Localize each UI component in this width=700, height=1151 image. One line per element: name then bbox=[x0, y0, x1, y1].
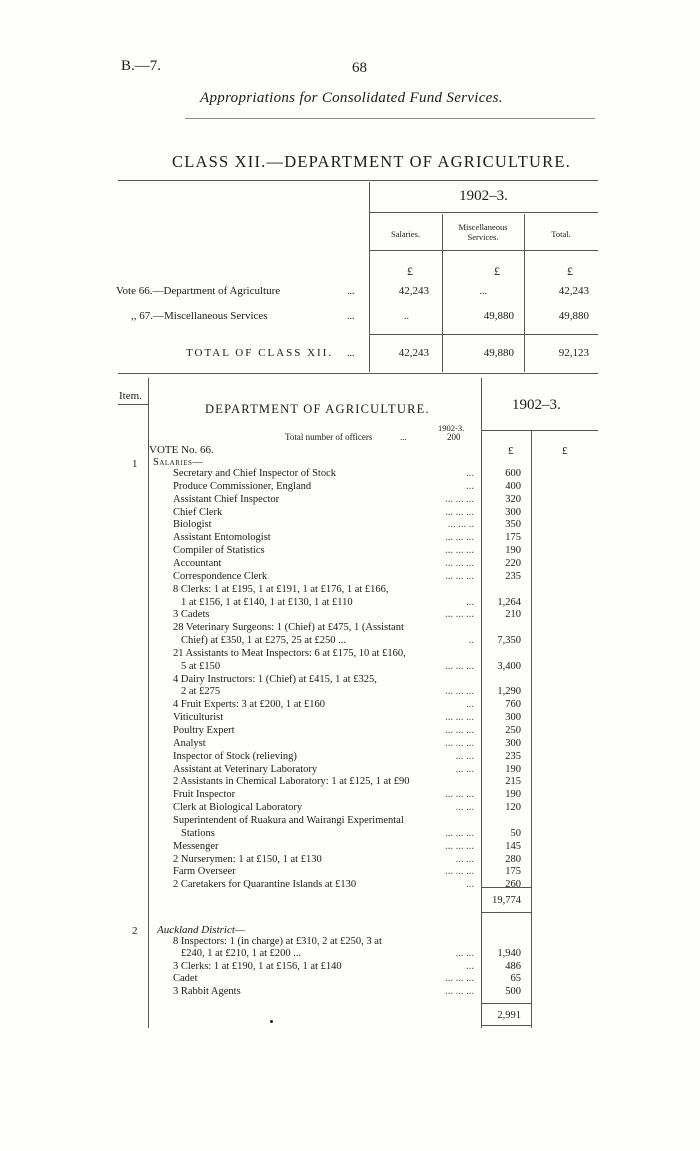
line-item-text: 28 Veterinary Surgeons: 1 (Chief) at £475, 1 (Assistant bbox=[173, 622, 404, 634]
line-item-leader: ... ... bbox=[455, 948, 474, 960]
line-item-leader: ... ... ... bbox=[445, 985, 474, 997]
line-item-text: Inspector of Stock (relieving) bbox=[173, 750, 297, 762]
line-item-amount: 300 bbox=[505, 506, 521, 518]
page-ref: B.—7. bbox=[121, 58, 162, 74]
line-item-amount: 300 bbox=[505, 737, 521, 749]
line-item-amount: 260 bbox=[505, 879, 521, 891]
line-item-text: Viticulturist bbox=[173, 712, 224, 724]
line-item-leader: ... ... ... bbox=[445, 840, 474, 852]
line-item-amount: 300 bbox=[505, 712, 521, 724]
line-item-text: Assistant Chief Inspector bbox=[173, 493, 280, 505]
line-item-text: 21 Assistants to Meat Inspectors: 6 at £175, 10 at £160, bbox=[173, 647, 406, 659]
line-item-text: Analyst bbox=[173, 737, 206, 749]
line-item-amount: 235 bbox=[505, 750, 521, 762]
line-item-amount: 50 bbox=[510, 827, 521, 839]
line-item-text: Stations bbox=[181, 827, 215, 839]
line-item-leader: ... ... ... bbox=[445, 789, 474, 801]
line-item-leader: ... ... ... bbox=[445, 737, 474, 749]
line-item-leader: ... ... ... bbox=[445, 609, 474, 621]
section-title: DEPARTMENT OF AGRICULTURE. bbox=[205, 402, 430, 416]
line-item-text: Cadet bbox=[173, 973, 198, 985]
line-item-amount: 7,350 bbox=[497, 635, 521, 647]
page-title: Appropriations for Consolidated Fund Services. bbox=[200, 90, 503, 106]
line-item-amount: 235 bbox=[505, 570, 521, 582]
item-header: Item. bbox=[119, 390, 142, 402]
line-item-text: 8 Clerks: 1 at £195, 1 at £191, 1 at £176, 1 at £166, bbox=[173, 583, 389, 595]
line-item-leader: ... ... ... bbox=[445, 570, 474, 582]
line-item-amount: 220 bbox=[505, 557, 521, 569]
line-item-text: Compiler of Statistics bbox=[173, 545, 265, 557]
line-item-text: Fruit Inspector bbox=[173, 789, 236, 801]
line-item-amount: 320 bbox=[505, 493, 521, 505]
line-item-leader: ... ... ... bbox=[445, 660, 474, 672]
item-heading: Salaries— bbox=[153, 457, 204, 468]
officers-year: 1902-3. bbox=[438, 423, 465, 433]
line-item-amount: 250 bbox=[505, 725, 521, 736]
line-item-leader: ... bbox=[466, 699, 474, 711]
item2-subtotal: 2,991 bbox=[497, 1010, 521, 1021]
line-item-leader: ... ... ... bbox=[445, 493, 474, 505]
line-item-text: Chief Clerk bbox=[173, 506, 223, 518]
line-item-text: 8 Inspectors: 1 (in charge) at £310, 2 at £250, 3 at bbox=[173, 936, 382, 947]
officers-label: Total number of officers bbox=[285, 432, 373, 442]
line-item-leader: ... ... .. bbox=[447, 519, 474, 531]
vote-number: VOTE No. 66. bbox=[149, 444, 214, 456]
line-item-amount: 486 bbox=[505, 960, 521, 972]
line-item-text: 3 Clerks: 1 at £190, 1 at £156, 1 at £140 bbox=[173, 960, 342, 972]
page-number: 68 bbox=[352, 60, 367, 76]
line-item-text: Messenger bbox=[173, 840, 219, 852]
line-item-leader: ... ... ... bbox=[445, 866, 474, 878]
line-item-leader: ... ... ... bbox=[445, 725, 474, 736]
line-item-leader: ... bbox=[466, 480, 474, 492]
line-item-text: £240, 1 at £210, 1 at £200 ... bbox=[181, 948, 302, 960]
line-item-amount: 190 bbox=[505, 545, 521, 557]
line-item-amount: 175 bbox=[505, 532, 521, 544]
line-item-amount: 350 bbox=[505, 519, 521, 531]
currency-misc: £ bbox=[494, 264, 500, 278]
item-number: 2 bbox=[132, 925, 138, 937]
line-item-text: 2 Caretakers for Quarantine Islands at £130 bbox=[173, 879, 357, 891]
line-item-text: 4 Fruit Experts: 3 at £200, 1 at £160 bbox=[173, 699, 325, 711]
line-item-leader: .. bbox=[468, 635, 474, 647]
line-item-leader: ... ... bbox=[455, 763, 474, 775]
line-item-amount: 175 bbox=[505, 866, 521, 878]
line-item-amount: 1,264 bbox=[497, 596, 521, 608]
line-item-amount: 190 bbox=[505, 763, 521, 775]
currency-col1: £ bbox=[508, 445, 514, 457]
header-rule bbox=[185, 118, 595, 119]
line-item-text: Accountant bbox=[173, 557, 222, 569]
line-item-amount: 190 bbox=[505, 789, 521, 801]
line-item-amount: 65 bbox=[510, 973, 521, 985]
line-item-text: Superintendent of Ruakura and Wairangi Experimental bbox=[173, 814, 404, 826]
line-item-leader: ... ... ... bbox=[445, 686, 474, 698]
line-item-amount: 215 bbox=[505, 776, 521, 788]
col-misc: Miscellaneous Services. bbox=[458, 222, 508, 242]
line-item-leader: ... ... ... bbox=[445, 557, 474, 569]
line-item-text: Farm Overseer bbox=[173, 866, 236, 878]
line-item-text: 2 Assistants in Chemical Laboratory: 1 at £125, 1 at £90 bbox=[173, 776, 410, 788]
line-item-leader: ... ... ... bbox=[445, 827, 474, 839]
line-item-amount: 120 bbox=[505, 802, 521, 814]
item-heading: Auckland District— bbox=[157, 924, 245, 936]
line-item-text: Produce Commissioner, England bbox=[173, 480, 312, 492]
detail-year: 1902–3. bbox=[512, 397, 561, 413]
officers-dots: ... bbox=[400, 432, 407, 442]
line-item-leader: ... ... bbox=[455, 853, 474, 865]
col-salaries: Salaries. bbox=[390, 229, 421, 239]
line-item-leader: ... ... ... bbox=[445, 973, 474, 985]
line-item-text: Poultry Expert bbox=[173, 725, 235, 736]
line-item-text: Correspondence Clerk bbox=[173, 570, 268, 582]
line-item-text: Assistant at Veterinary Laboratory bbox=[173, 763, 318, 775]
item1-subtotal: 19,774 bbox=[492, 895, 521, 906]
line-item-text: Biologist bbox=[173, 519, 212, 531]
class-title: CLASS XII.—DEPARTMENT OF AGRICULTURE. bbox=[172, 152, 571, 171]
line-item-leader: ... bbox=[466, 468, 474, 479]
currency-col2: £ bbox=[562, 445, 568, 457]
line-item-amount: 400 bbox=[505, 480, 521, 492]
line-item-text: Secretary and Chief Inspector of Stock bbox=[173, 468, 336, 479]
line-item-text: 5 at £150 bbox=[181, 660, 221, 672]
line-item-amount: 145 bbox=[505, 840, 521, 852]
currency-salaries: £ bbox=[407, 264, 413, 278]
line-item-amount: 500 bbox=[505, 985, 521, 997]
line-item-amount: 600 bbox=[505, 468, 521, 479]
currency-total: £ bbox=[567, 264, 573, 278]
line-item-amount: 3,400 bbox=[497, 660, 521, 672]
page-mark bbox=[270, 1020, 273, 1023]
col-total: Total. bbox=[551, 229, 571, 239]
line-item-leader: ... bbox=[466, 879, 474, 891]
line-item-amount: 1,940 bbox=[497, 948, 521, 960]
line-item-text: Chief) at £350, 1 at £275, 25 at £250 ... bbox=[181, 635, 347, 647]
summary-year: 1902–3. bbox=[459, 188, 508, 204]
line-item-text: 3 Cadets bbox=[173, 609, 210, 621]
line-item-leader: ... bbox=[466, 960, 474, 972]
line-item-leader: ... ... bbox=[455, 802, 474, 814]
line-item-amount: 210 bbox=[505, 609, 521, 621]
line-item-text: 2 Nurserymen: 1 at £150, 1 at £130 bbox=[173, 853, 322, 865]
line-item-leader: ... bbox=[466, 596, 474, 608]
line-item-text: 2 at £275 bbox=[181, 686, 221, 698]
line-item-text: Assistant Entomologist bbox=[173, 532, 271, 544]
line-item-amount: 280 bbox=[505, 853, 521, 865]
officers-count: 200 bbox=[447, 432, 461, 442]
line-item-text: 4 Dairy Instructors: 1 (Chief) at £415, 1 at £325, bbox=[173, 673, 377, 685]
line-item-text: Clerk at Biological Laboratory bbox=[173, 802, 303, 814]
line-item-amount: 760 bbox=[505, 699, 521, 711]
line-item-text: 3 Rabbit Agents bbox=[173, 985, 241, 997]
line-item-leader: ... ... ... bbox=[445, 506, 474, 518]
line-item-leader: ... ... ... bbox=[445, 545, 474, 557]
line-item-leader: ... ... bbox=[455, 750, 474, 762]
line-item-leader: ... ... ... bbox=[445, 712, 474, 724]
line-item-text: 1 at £156, 1 at £140, 1 at £130, 1 at £110 bbox=[181, 596, 353, 608]
item-number: 1 bbox=[132, 458, 138, 470]
line-item-leader: ... ... ... bbox=[445, 532, 474, 544]
line-item-amount: 1,290 bbox=[497, 686, 521, 698]
